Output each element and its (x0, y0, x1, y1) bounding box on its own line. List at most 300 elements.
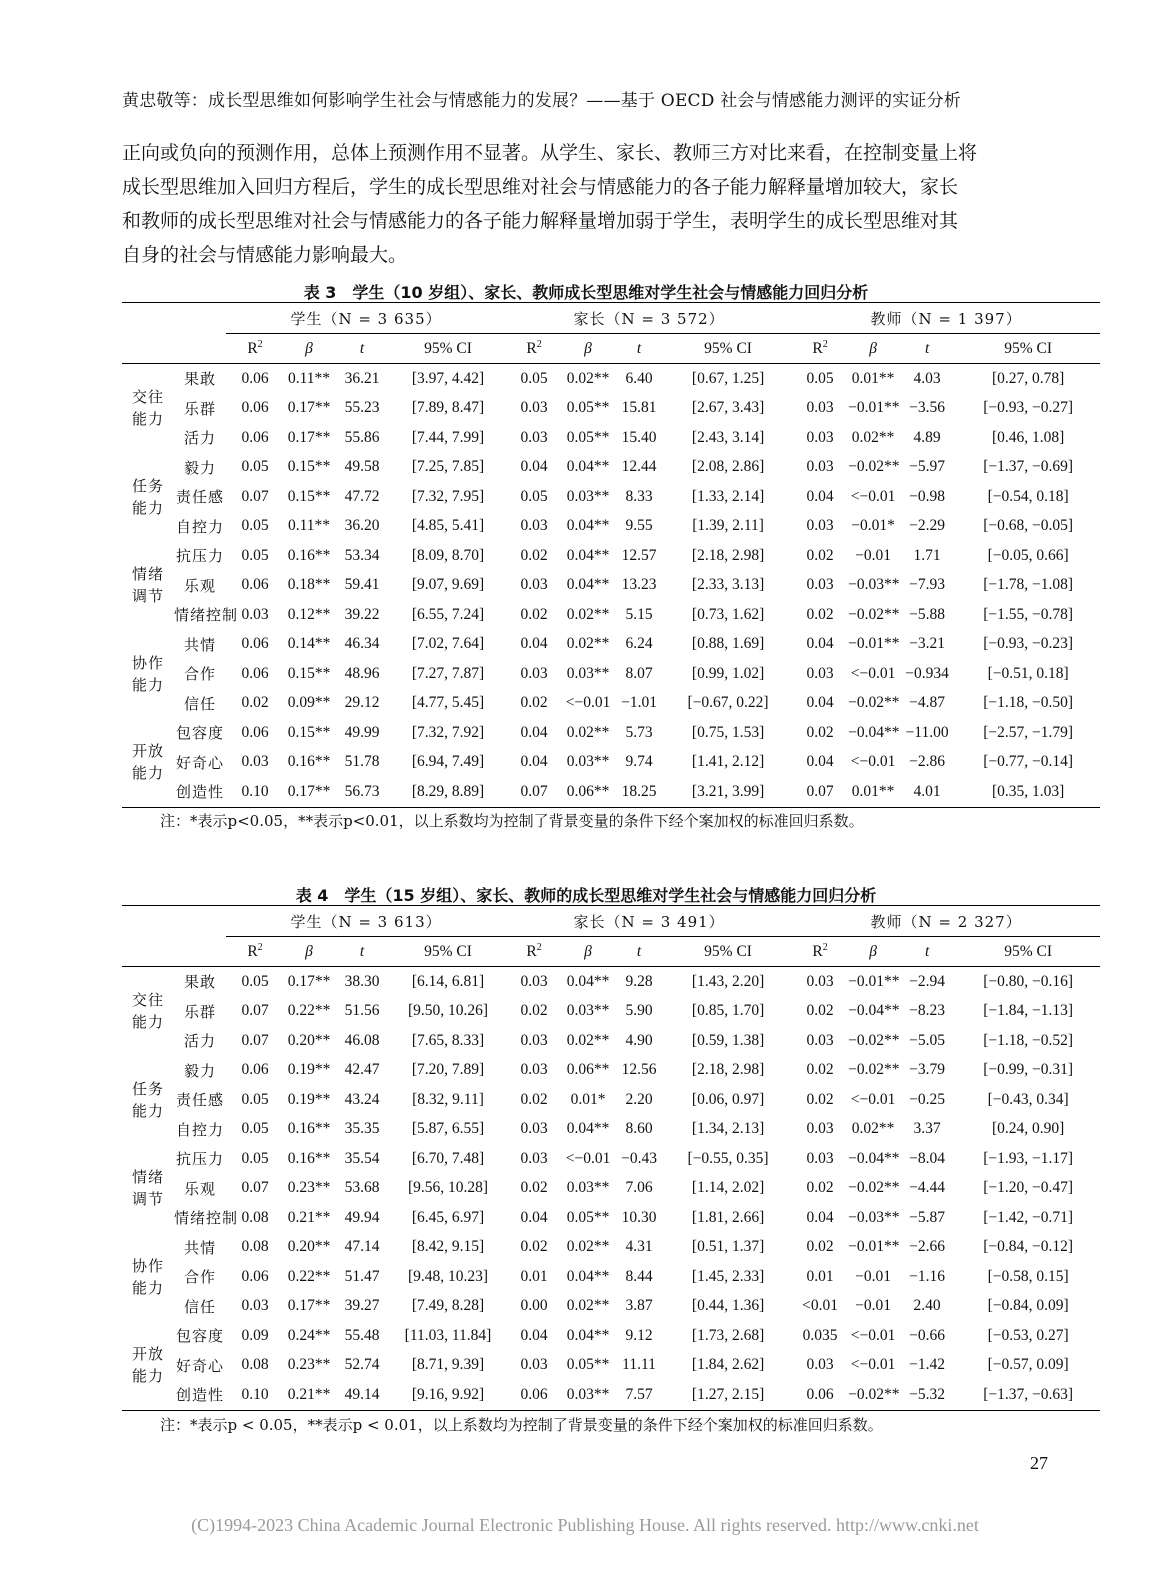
subskill-label: 创造性 (175, 1386, 224, 1405)
subskill-label: 好奇心 (175, 1356, 224, 1375)
value-cell: [0.51, 1.37] (691, 1238, 765, 1256)
value-cell: 5.73 (625, 723, 653, 741)
table3-caption: 表 3 学生（10 岁组）、家长、教师成长型思维对学生社会与情感能力回归分析 (303, 283, 869, 302)
value-cell: −5.87 (909, 1208, 946, 1226)
value-cell: 0.07 (241, 1031, 269, 1049)
value-cell: 0.02 (806, 605, 834, 623)
value-cell: 59.41 (344, 576, 380, 594)
value-cell: [−1.84, −1.13] (983, 1002, 1074, 1020)
value-cell: 0.02 (520, 694, 548, 712)
value-cell: 2.20 (625, 1090, 653, 1108)
value-cell: 4.89 (913, 428, 941, 446)
value-cell: [−1.20, −0.47] (983, 1179, 1074, 1197)
value-cell: [3.21, 3.99] (691, 782, 765, 800)
group-header: 教师（N = 2 327） (792, 906, 1100, 937)
table-row (122, 423, 1100, 453)
group-header: 学生（N = 3 635） (226, 303, 506, 334)
value-cell: −0.03** (848, 576, 900, 594)
value-cell: 0.05 (520, 369, 548, 387)
table4 (122, 905, 1100, 1411)
value-cell: 0.08 (241, 1238, 269, 1256)
page-number: 27 (1030, 1453, 1048, 1473)
value-cell: 8.60 (625, 1120, 653, 1138)
value-cell: [2.67, 3.43] (691, 399, 765, 417)
table-row (122, 997, 1100, 1027)
value-cell: 46.34 (344, 635, 380, 653)
value-cell: 0.23** (287, 1356, 331, 1374)
value-cell: [3.97, 4.42] (411, 369, 485, 387)
value-cell: 0.08 (241, 1356, 269, 1374)
value-cell: 0.06** (566, 1061, 610, 1079)
paragraph-line: 和教师的成长型思维对社会与情感能力的各子能力解释量增加弱于学生，表明学生的成长型思维对其 (122, 210, 959, 232)
value-cell: 0.05** (566, 1356, 610, 1374)
value-cell: 0.04 (806, 753, 834, 771)
subskill-label: 乐观 (183, 1179, 216, 1198)
value-cell: 0.15** (287, 664, 331, 682)
column-header: t (924, 339, 930, 357)
subskill-label: 合作 (183, 665, 216, 684)
value-cell: 0.02** (566, 1238, 610, 1256)
value-cell: [2.18, 2.98] (691, 1061, 765, 1079)
value-cell: 51.78 (344, 753, 380, 771)
value-cell: 0.17** (287, 972, 331, 990)
value-cell: 0.06 (806, 1385, 834, 1403)
value-cell: −0.43 (621, 1149, 657, 1167)
value-cell: 0.03 (806, 428, 834, 446)
value-cell: [6.14, 6.81] (411, 972, 485, 990)
value-cell: [−0.80, −0.16] (983, 972, 1074, 990)
value-cell: 0.05 (806, 369, 834, 387)
value-cell: 0.04** (566, 1267, 610, 1285)
value-cell: 0.03 (520, 1120, 548, 1138)
value-cell: 51.47 (344, 1267, 380, 1285)
value-cell: [2.08, 2.86] (691, 458, 765, 476)
table4-caption: 表 4 学生（15 岁组）、家长、教师的成长型思维对学生社会与情感能力回归分析 (295, 886, 877, 905)
value-cell: [1.14, 2.02] (691, 1179, 765, 1197)
column-header: 95% CI (704, 942, 752, 960)
subskill-label: 抗压力 (175, 1150, 224, 1169)
value-cell: [1.81, 2.66] (691, 1208, 765, 1226)
value-cell: −2.29 (909, 517, 946, 535)
value-cell: [−0.67, 0.22] (687, 694, 769, 712)
dimension-label: 开放 能力 (131, 1345, 164, 1386)
table-row (122, 748, 1100, 778)
dimension-label: 协作 能力 (131, 653, 164, 694)
value-cell: 0.03** (566, 1179, 610, 1197)
value-cell: [7.89, 8.47] (411, 399, 485, 417)
value-cell: 0.02 (806, 1061, 834, 1079)
value-cell: −3.79 (909, 1061, 946, 1079)
value-cell: [0.06, 0.97] (691, 1090, 765, 1108)
subskill-label: 毅力 (183, 458, 216, 477)
value-cell: 0.01 (520, 1267, 548, 1285)
corner-cell (122, 937, 226, 967)
value-cell: 0.16** (287, 1120, 331, 1138)
corner-cell (122, 303, 226, 334)
corner-cell (122, 334, 226, 364)
table-row (122, 512, 1100, 542)
value-cell: 0.02** (566, 1031, 610, 1049)
value-cell: −0.02** (848, 458, 900, 476)
value-cell: 13.23 (621, 576, 657, 594)
value-cell: 47.72 (344, 487, 380, 505)
value-cell: 29.12 (344, 694, 380, 712)
value-cell: 0.11** (287, 369, 331, 387)
value-cell: 55.86 (344, 428, 380, 446)
table-row (122, 1085, 1100, 1115)
value-cell: 0.05** (566, 399, 610, 417)
value-cell: 9.12 (625, 1326, 653, 1344)
value-cell: 0.09** (287, 694, 331, 712)
column-header: β (584, 942, 592, 960)
subskill-label: 创造性 (175, 783, 224, 802)
value-cell: 15.81 (621, 399, 657, 417)
value-cell: 0.03 (520, 517, 548, 535)
value-cell: 0.02 (520, 546, 548, 564)
value-cell: [2.33, 3.13] (691, 576, 765, 594)
value-cell: −4.87 (909, 694, 946, 712)
subskill-label: 责任感 (175, 1091, 224, 1110)
value-cell: 0.05 (241, 546, 269, 564)
value-cell: 0.07 (241, 487, 269, 505)
value-cell: 0.03 (806, 664, 834, 682)
value-cell: 0.15** (287, 723, 331, 741)
value-cell: [0.73, 1.62] (691, 605, 765, 623)
value-cell: 0.03** (566, 1002, 610, 1020)
value-cell: 0.03 (806, 1149, 834, 1167)
value-cell: 0.21** (287, 1208, 331, 1226)
value-cell: 0.02 (520, 1090, 548, 1108)
value-cell: 0.14** (287, 635, 331, 653)
value-cell: 49.99 (344, 723, 380, 741)
value-cell: [7.20, 7.89] (411, 1061, 485, 1079)
value-cell: 36.21 (344, 369, 380, 387)
table-row (122, 718, 1100, 748)
value-cell: −4.44 (909, 1179, 946, 1197)
value-cell: 0.05 (241, 972, 269, 990)
table-row (122, 1292, 1100, 1322)
value-cell: 4.90 (625, 1031, 653, 1049)
dimension-label: 交往 能力 (131, 388, 164, 429)
value-cell: −2.66 (909, 1238, 946, 1256)
value-cell: [1.27, 2.15] (691, 1385, 765, 1403)
subskill-label: 抗压力 (175, 547, 224, 566)
table-row (122, 689, 1100, 719)
column-header: t (359, 339, 365, 357)
dimension-label: 情绪 调节 (131, 565, 164, 606)
column-header: 95% CI (1004, 339, 1053, 357)
value-cell: [2.43, 3.14] (691, 428, 765, 446)
value-cell: 0.06 (241, 399, 269, 417)
value-cell: 55.23 (344, 399, 380, 417)
value-cell: 0.02** (851, 1120, 895, 1138)
value-cell: 0.03 (520, 1061, 548, 1079)
value-cell: 0.03 (806, 517, 834, 535)
value-cell: 8.44 (625, 1267, 653, 1285)
value-cell: −3.21 (909, 635, 946, 653)
dimension-label: 情绪 调节 (131, 1168, 164, 1209)
value-cell: 0.03 (806, 458, 834, 476)
column-header: $R^2$ (247, 338, 263, 358)
value-cell: 0.02 (520, 1002, 548, 1020)
value-cell: 0.07 (241, 1179, 269, 1197)
value-cell: 0.17** (287, 399, 331, 417)
value-cell: [1.33, 2.14] (691, 487, 765, 505)
value-cell: 0.20** (287, 1031, 331, 1049)
table-row (122, 364, 1100, 394)
value-cell: 0.01* (570, 1090, 606, 1108)
value-cell: [7.49, 8.28] (411, 1297, 485, 1315)
subskill-label: 乐群 (183, 399, 216, 418)
value-cell: −0.02** (848, 605, 900, 623)
column-header: $R^2$ (247, 941, 263, 961)
value-cell: −0.02** (848, 1179, 900, 1197)
value-cell: [6.70, 7.48] (411, 1149, 485, 1167)
value-cell: 51.56 (344, 1002, 380, 1020)
value-cell: 43.24 (344, 1090, 380, 1108)
value-cell: 0.04 (520, 635, 548, 653)
value-cell: 0.16** (287, 753, 331, 771)
value-cell: 0.12** (287, 605, 331, 623)
dimension-label: 任务 能力 (131, 476, 164, 517)
value-cell: [9.48, 10.23] (407, 1267, 489, 1285)
value-cell: 0.03 (520, 972, 548, 990)
value-cell: 52.74 (344, 1356, 380, 1374)
table-row (122, 1026, 1100, 1056)
value-cell: [−0.53, 0.27] (987, 1326, 1069, 1344)
value-cell: 0.03 (520, 1031, 548, 1049)
value-cell: 0.04** (566, 1120, 610, 1138)
value-cell: −8.04 (909, 1149, 946, 1167)
value-cell: −0.02** (848, 694, 900, 712)
value-cell: 0.06 (241, 664, 269, 682)
value-cell: −3.56 (909, 399, 946, 417)
value-cell: −1.42 (909, 1356, 946, 1374)
value-cell: [0.85, 1.70] (691, 1002, 765, 1020)
table-row (122, 600, 1100, 630)
value-cell: [6.94, 7.49] (411, 753, 485, 771)
value-cell: 12.44 (621, 458, 657, 476)
column-header: β (305, 942, 313, 960)
value-cell: 3.37 (913, 1120, 941, 1138)
value-cell: 7.06 (625, 1179, 653, 1197)
value-cell: [7.32, 7.95] (411, 487, 485, 505)
table-row (122, 630, 1100, 660)
value-cell: 5.15 (625, 605, 653, 623)
value-cell: 0.17** (287, 1297, 331, 1315)
column-header: 95% CI (704, 339, 752, 357)
value-cell: [0.46, 1.08] (991, 428, 1065, 446)
value-cell: 18.25 (621, 782, 657, 800)
value-cell: −1.01 (621, 694, 657, 712)
value-cell: 0.09 (241, 1326, 269, 1344)
value-cell: −0.04** (848, 723, 900, 741)
value-cell: [2.18, 2.98] (691, 546, 765, 564)
value-cell: 53.68 (344, 1179, 380, 1197)
value-cell: [7.27, 7.87] (411, 664, 485, 682)
subskill-label: 活力 (183, 1032, 216, 1051)
table-row (122, 1380, 1100, 1410)
table-row (122, 1144, 1100, 1174)
value-cell: 0.10 (241, 782, 269, 800)
value-cell: 0.01** (851, 369, 895, 387)
table-row (122, 1174, 1100, 1204)
value-cell: −0.66 (909, 1326, 946, 1344)
value-cell: 0.01** (851, 782, 895, 800)
subskill-label: 情绪控制 (174, 606, 239, 625)
value-cell: 0.04** (566, 517, 610, 535)
value-cell: 53.34 (344, 546, 380, 564)
subskill-label: 信任 (183, 694, 216, 713)
value-cell: 0.06 (241, 369, 269, 387)
value-cell: <−0.01 (850, 1326, 896, 1344)
value-cell: [−1.93, −1.17] (983, 1149, 1074, 1167)
value-cell: 0.17** (287, 782, 331, 800)
column-header: $R^2$ (526, 941, 542, 961)
value-cell: 0.04** (566, 576, 610, 594)
subskill-label: 自控力 (175, 517, 224, 536)
value-cell: −0.01** (848, 972, 900, 990)
value-cell: [7.02, 7.64] (411, 635, 485, 653)
value-cell: 0.04 (806, 1208, 834, 1226)
value-cell: [−0.84, 0.09] (987, 1297, 1069, 1315)
value-cell: <−0.01 (850, 753, 896, 771)
value-cell: 0.06 (241, 1061, 269, 1079)
value-cell: −0.98 (909, 487, 946, 505)
value-cell: −5.88 (909, 605, 946, 623)
table3-note: 注：*表示p<0.05，**表示p<0.01，以上系数均为控制了背景变量的条件下经个案加权的标准回归系数。 (160, 812, 864, 830)
value-cell: −0.01** (848, 399, 900, 417)
value-cell: [7.32, 7.92] (411, 723, 485, 741)
value-cell: [−1.18, −0.50] (983, 694, 1074, 712)
table-row (122, 1233, 1100, 1263)
value-cell: 0.07 (806, 782, 834, 800)
value-cell: [1.73, 2.68] (691, 1326, 765, 1344)
value-cell: [−0.57, 0.09] (987, 1356, 1069, 1374)
value-cell: 0.05 (241, 458, 269, 476)
value-cell: −0.01** (848, 635, 900, 653)
value-cell: 0.03 (806, 576, 834, 594)
value-cell: 0.05 (241, 517, 269, 535)
value-cell: 9.74 (625, 753, 653, 771)
subskill-label: 共情 (183, 635, 216, 654)
value-cell: −8.23 (909, 1002, 946, 1020)
dimension-label: 任务 能力 (131, 1079, 164, 1120)
value-cell: 0.06 (241, 576, 269, 594)
value-cell: 0.16** (287, 546, 331, 564)
value-cell: 56.73 (344, 782, 380, 800)
value-cell: [−0.99, −0.31] (983, 1061, 1074, 1079)
group-header: 学生（N = 3 613） (226, 906, 506, 937)
value-cell: [9.07, 9.69] (411, 576, 485, 594)
value-cell: 0.07 (241, 1002, 269, 1020)
value-cell: 0.035 (802, 1326, 838, 1344)
value-cell: −0.01** (848, 1238, 900, 1256)
value-cell: −2.86 (909, 753, 946, 771)
value-cell: [−1.78, −1.08] (983, 576, 1074, 594)
value-cell: [6.45, 6.97] (411, 1208, 485, 1226)
value-cell: <−0.01 (565, 1149, 611, 1167)
value-cell: 0.02** (566, 635, 610, 653)
group-header: 家长（N = 3 572） (506, 303, 792, 334)
value-cell: [8.32, 9.11] (412, 1090, 484, 1108)
value-cell: [5.87, 6.55] (411, 1120, 485, 1138)
value-cell: −0.934 (905, 664, 949, 682)
value-cell: 0.02 (806, 546, 834, 564)
value-cell: −11.00 (905, 723, 949, 741)
value-cell: 0.02** (851, 428, 895, 446)
value-cell: 0.04 (520, 458, 548, 476)
value-cell: [7.44, 7.99] (411, 428, 485, 446)
table-row (122, 1115, 1100, 1145)
value-cell: 0.04 (520, 1208, 548, 1226)
table-row (122, 482, 1100, 512)
table-row (122, 1351, 1100, 1381)
value-cell: [1.34, 2.13] (691, 1120, 765, 1138)
value-cell: [9.16, 9.92] (411, 1385, 485, 1403)
value-cell: 0.22** (287, 1002, 331, 1020)
value-cell: [−0.05, 0.66] (987, 546, 1069, 564)
value-cell: [8.09, 8.70] (411, 546, 485, 564)
value-cell: 0.03 (806, 1031, 834, 1049)
column-header: β (584, 339, 592, 357)
value-cell: 6.24 (625, 635, 653, 653)
table-row (122, 1321, 1100, 1351)
value-cell: −0.01 (855, 1267, 892, 1285)
value-cell: 35.54 (344, 1149, 380, 1167)
value-cell: 9.28 (625, 972, 653, 990)
subskill-label: 毅力 (183, 1061, 216, 1080)
value-cell: −0.03** (848, 1208, 900, 1226)
subskill-label: 信任 (183, 1297, 216, 1316)
value-cell: [4.85, 5.41] (411, 517, 485, 535)
value-cell: [0.44, 1.36] (691, 1297, 765, 1315)
column-header: 95% CI (424, 942, 472, 960)
table-row (122, 1262, 1100, 1292)
value-cell: [−0.54, 0.18] (987, 487, 1069, 505)
value-cell: 9.55 (625, 517, 653, 535)
value-cell: 0.03** (566, 753, 610, 771)
value-cell: 0.03 (520, 428, 548, 446)
value-cell: 0.02 (520, 1179, 548, 1197)
value-cell: [−0.68, −0.05] (983, 517, 1074, 535)
value-cell: [9.56, 10.28] (407, 1179, 489, 1197)
subskill-label: 合作 (183, 1268, 216, 1287)
value-cell: 49.14 (344, 1385, 380, 1403)
value-cell: −0.04** (848, 1149, 900, 1167)
table-row (122, 777, 1100, 807)
value-cell: [−1.37, −0.63] (983, 1385, 1074, 1403)
value-cell: 0.03** (566, 664, 610, 682)
value-cell: 12.56 (621, 1061, 657, 1079)
value-cell: 0.01 (806, 1267, 834, 1285)
value-cell: 0.02** (566, 723, 610, 741)
value-cell: 0.02 (520, 605, 548, 623)
subskill-label: 包容度 (175, 724, 224, 743)
value-cell: [0.27, 0.78] (991, 369, 1065, 387)
value-cell: 15.40 (621, 428, 657, 446)
value-cell: −5.32 (909, 1385, 946, 1403)
value-cell: 0.20** (287, 1238, 331, 1256)
value-cell: 5.90 (625, 1002, 653, 1020)
value-cell: 0.15** (287, 487, 331, 505)
value-cell: [7.65, 8.33] (411, 1031, 485, 1049)
value-cell: 0.04** (566, 1326, 610, 1344)
value-cell: 0.03 (520, 399, 548, 417)
value-cell: 0.05** (566, 428, 610, 446)
value-cell: −0.02** (848, 1031, 900, 1049)
value-cell: 0.04 (520, 753, 548, 771)
